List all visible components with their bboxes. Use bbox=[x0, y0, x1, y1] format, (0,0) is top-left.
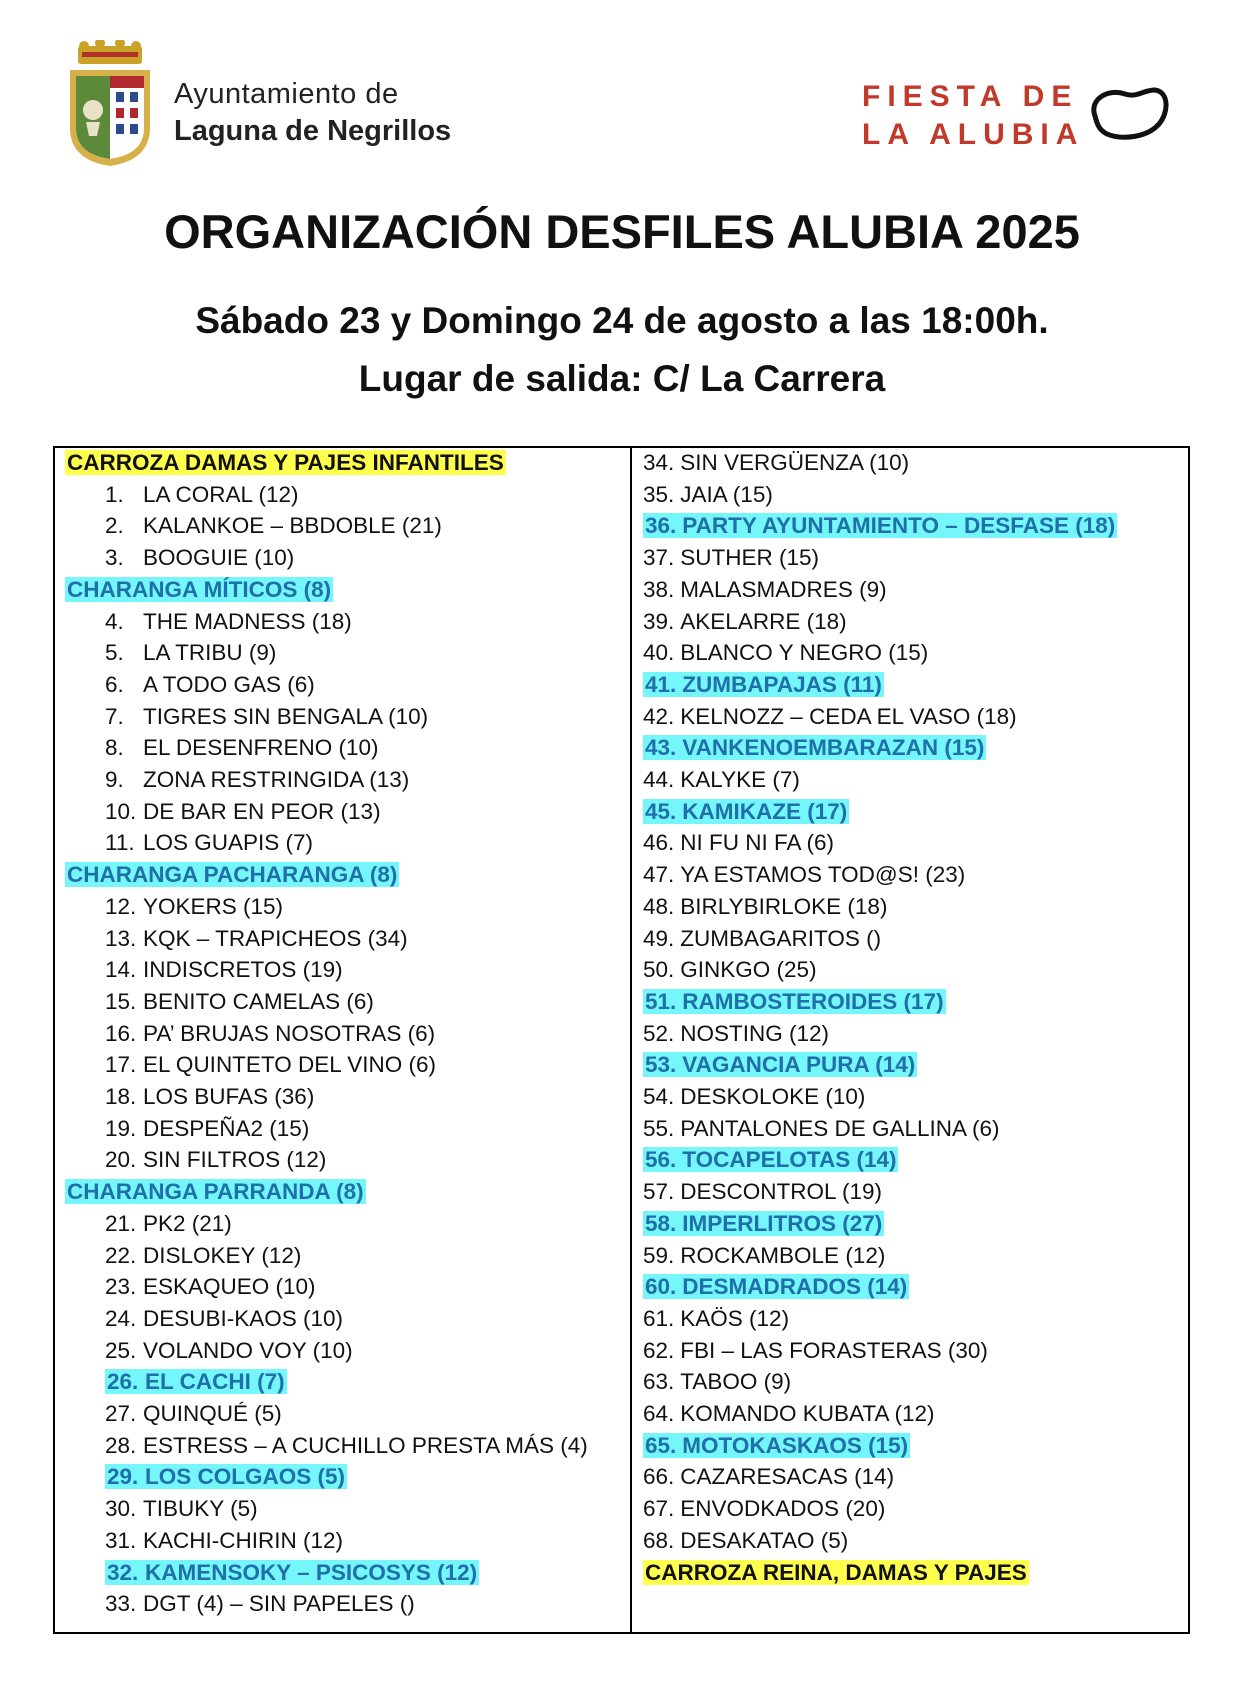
entry-name: FBI – LAS FORASTERAS (30) bbox=[680, 1337, 988, 1363]
entry-name: AKELARRE (18) bbox=[680, 608, 847, 634]
entry-number: 28. bbox=[105, 1432, 137, 1458]
entry-name: LOS BUFAS (36) bbox=[143, 1084, 315, 1109]
entry-number: 42. bbox=[643, 703, 675, 729]
parade-entry bbox=[105, 1082, 314, 1112]
parade-entry bbox=[643, 511, 1117, 541]
entry-number: 63. bbox=[643, 1369, 675, 1395]
entry-name: DESUBI-KAOS (10) bbox=[143, 1305, 344, 1331]
entry-content bbox=[105, 894, 283, 919]
highlighted-entry bbox=[643, 989, 946, 1014]
entry-number: 53. bbox=[645, 1052, 677, 1078]
parade-entry bbox=[105, 1431, 588, 1461]
entry-content bbox=[643, 545, 819, 570]
entry-number: 7. bbox=[105, 703, 124, 729]
parade-entry bbox=[643, 924, 881, 954]
highlighted-entry bbox=[643, 735, 986, 760]
council-crest-icon bbox=[64, 40, 156, 168]
entry-content bbox=[105, 1433, 588, 1458]
entry-content bbox=[105, 640, 276, 665]
entry-content bbox=[643, 1369, 791, 1394]
entry-number: 51. bbox=[645, 988, 677, 1014]
fiesta-logo-text bbox=[862, 78, 1084, 154]
entry-name: DESPEÑA2 (15) bbox=[143, 1115, 310, 1141]
entry-content bbox=[643, 704, 1017, 729]
parade-entry bbox=[105, 543, 294, 573]
entry-content bbox=[643, 1116, 1000, 1141]
parade-entry bbox=[105, 892, 283, 922]
parade-entry bbox=[643, 1399, 935, 1429]
entry-name: DISLOKEY (12) bbox=[143, 1242, 302, 1268]
entry-content bbox=[643, 1338, 988, 1363]
parade-entry bbox=[105, 733, 378, 763]
entry-content bbox=[105, 1243, 301, 1268]
entry-number: 15. bbox=[105, 988, 137, 1014]
entry-number: 17. bbox=[105, 1052, 137, 1078]
entry-name: YOKERS (15) bbox=[143, 893, 284, 919]
entry-content bbox=[643, 1021, 829, 1046]
entry-name: MALASMADRES (9) bbox=[680, 576, 887, 602]
entry-number: 27. bbox=[105, 1401, 137, 1426]
parade-entry bbox=[643, 1494, 885, 1524]
entry-name: JAIA (15) bbox=[680, 481, 773, 507]
entry-name: EL CACHI (7) bbox=[145, 1369, 285, 1395]
entry-name: ZUMBAPAJAS (11) bbox=[682, 671, 882, 697]
section-heading bbox=[65, 448, 506, 478]
entry-name: KALYKE (7) bbox=[680, 767, 800, 792]
parade-entry bbox=[105, 638, 276, 668]
parade-entry bbox=[105, 607, 352, 637]
parade-entry bbox=[105, 480, 298, 510]
parade-entry bbox=[643, 1019, 829, 1049]
entry-number: 48. bbox=[643, 893, 675, 919]
section-heading-label: CHARANGA MÍTICOS (8) bbox=[67, 576, 332, 602]
entry-content bbox=[105, 609, 352, 634]
entry-name: KELNOZZ – CEDA EL VASO (18) bbox=[680, 703, 1017, 729]
entry-name: KALANKOE – BBDOBLE (21) bbox=[143, 513, 442, 539]
section-heading bbox=[643, 1558, 1029, 1588]
bean-icon bbox=[1085, 84, 1171, 142]
entry-name: A TODO GAS (6) bbox=[143, 671, 315, 697]
entry-number: 40. bbox=[643, 640, 675, 666]
entry-number: 60. bbox=[645, 1274, 677, 1300]
entry-content bbox=[643, 1179, 882, 1204]
parade-entry bbox=[643, 543, 819, 573]
highlighted-entry bbox=[643, 799, 849, 824]
entry-number: 38. bbox=[643, 576, 675, 602]
entry-content bbox=[105, 1147, 326, 1172]
parade-entry bbox=[643, 1209, 884, 1239]
entry-number: 23. bbox=[105, 1274, 137, 1300]
entry-content bbox=[105, 767, 409, 792]
entry-number: 32. bbox=[107, 1559, 139, 1585]
entry-content bbox=[643, 482, 773, 507]
entry-name: INDISCRETOS (19) bbox=[143, 957, 343, 983]
entry-name: KAÖS (12) bbox=[680, 1305, 790, 1331]
parade-entry bbox=[643, 797, 849, 827]
entry-number: 2. bbox=[105, 513, 124, 539]
parade-entry bbox=[643, 448, 909, 478]
entry-number: 36. bbox=[645, 513, 677, 539]
parade-entry bbox=[643, 1431, 910, 1461]
entry-content bbox=[105, 1274, 316, 1299]
highlighted-entry bbox=[643, 1274, 909, 1299]
entry-content bbox=[105, 1496, 258, 1521]
highlighted-entry bbox=[643, 513, 1117, 538]
entry-number: 14. bbox=[105, 957, 137, 983]
entry-content bbox=[105, 545, 294, 570]
entry-content bbox=[643, 1496, 885, 1521]
parade-entry bbox=[105, 987, 374, 1017]
entry-number: 43. bbox=[645, 735, 677, 761]
entry-number: 6. bbox=[105, 671, 124, 697]
parade-entry bbox=[643, 1336, 988, 1366]
entry-name: ZUMBAGARITOS () bbox=[680, 925, 882, 951]
entry-number: 5. bbox=[105, 640, 124, 666]
entry-number: 59. bbox=[643, 1242, 675, 1268]
entry-content bbox=[105, 482, 298, 507]
entry-content bbox=[105, 1528, 343, 1553]
entry-name: VANKENOEMBARAZAN (15) bbox=[682, 735, 985, 761]
entry-number: 35. bbox=[643, 481, 675, 507]
entry-number: 30. bbox=[105, 1496, 137, 1522]
parade-entry bbox=[643, 1241, 885, 1271]
highlighted-entry bbox=[105, 1560, 479, 1585]
entry-content bbox=[105, 1052, 436, 1077]
entry-content bbox=[643, 894, 887, 919]
entry-content bbox=[105, 1306, 343, 1331]
entry-content bbox=[643, 1528, 848, 1553]
parade-entry bbox=[643, 765, 800, 795]
entry-number: 41. bbox=[645, 671, 677, 697]
entry-content bbox=[105, 989, 374, 1014]
parade-entry bbox=[643, 1114, 1000, 1144]
parade-entry bbox=[105, 1019, 435, 1049]
entry-name: TIGRES SIN BENGALA (10) bbox=[143, 703, 429, 729]
entry-content bbox=[105, 799, 381, 824]
parade-entry bbox=[643, 828, 834, 858]
parade-entry bbox=[105, 924, 408, 954]
entry-name: DESMADRADOS (14) bbox=[682, 1274, 908, 1300]
parade-entry bbox=[643, 607, 847, 637]
parade-entry bbox=[643, 1304, 789, 1334]
entry-number: 62. bbox=[643, 1337, 675, 1363]
event-date: Sábado 23 y Domingo 24 de agosto a las 18:00h. bbox=[195, 300, 1049, 341]
entry-number: 44. bbox=[643, 767, 675, 792]
entry-number: 49. bbox=[643, 925, 675, 951]
entry-number: 31. bbox=[105, 1527, 137, 1553]
column-divider bbox=[630, 448, 632, 1632]
parade-entry bbox=[643, 955, 817, 985]
entry-number: 3. bbox=[105, 545, 124, 571]
parade-entry bbox=[105, 1145, 326, 1175]
entry-number: 66. bbox=[643, 1464, 675, 1490]
entry-content bbox=[105, 957, 343, 982]
entry-name: PA’ BRUJAS NOSOTRAS (6) bbox=[143, 1020, 436, 1046]
entry-name: DESCONTROL (19) bbox=[680, 1179, 882, 1205]
parade-entry bbox=[643, 1367, 791, 1397]
parade-entry bbox=[105, 1526, 343, 1556]
entry-name: KQK – TRAPICHEOS (34) bbox=[143, 925, 408, 951]
entry-name: PANTALONES DE GALLINA (6) bbox=[680, 1115, 1000, 1141]
entry-name: IMPERLITROS (27) bbox=[682, 1210, 883, 1236]
entry-name: RAMBOSTEROIDES (17) bbox=[682, 988, 944, 1014]
entry-number: 34. bbox=[643, 450, 675, 475]
parade-entry bbox=[643, 1272, 909, 1302]
parade-entry bbox=[643, 1050, 917, 1080]
document-title: ORGANIZACIÓN DESFILES ALUBIA 2025 bbox=[164, 205, 1080, 258]
entry-number: 1. bbox=[105, 481, 124, 507]
parade-entry bbox=[105, 1114, 309, 1144]
parade-entry bbox=[105, 1209, 232, 1239]
entry-name: KACHI-CHIRIN (12) bbox=[143, 1527, 344, 1553]
entry-content bbox=[105, 735, 378, 760]
entry-name: BLANCO Y NEGRO (15) bbox=[680, 640, 929, 666]
entry-number: 47. bbox=[643, 862, 675, 888]
parade-entry bbox=[643, 702, 1017, 732]
entry-number: 20. bbox=[105, 1147, 137, 1173]
entry-content bbox=[105, 1084, 314, 1109]
entry-name: MOTOKASKAOS (15) bbox=[682, 1432, 909, 1458]
highlighted-entry bbox=[643, 1052, 917, 1077]
entry-name: ENVODKADOS (20) bbox=[680, 1496, 886, 1522]
highlighted-entry bbox=[643, 1147, 898, 1172]
parade-entry bbox=[105, 765, 409, 795]
entry-number: 37. bbox=[643, 545, 675, 571]
parade-entry bbox=[105, 1336, 353, 1366]
parade-entry bbox=[643, 575, 887, 605]
entry-content bbox=[105, 1338, 353, 1363]
entry-number: 13. bbox=[105, 925, 137, 951]
fiesta-logo-line1: FIESTA DE bbox=[862, 80, 1079, 113]
section-heading-label: CARROZA REINA, DAMAS Y PAJES bbox=[645, 1559, 1027, 1585]
entry-name: ROCKAMBOLE (12) bbox=[680, 1242, 886, 1268]
section-heading bbox=[65, 860, 399, 890]
entry-number: 64. bbox=[643, 1401, 675, 1426]
council-name-line2: Laguna de Negrillos bbox=[174, 115, 452, 147]
entry-name: VOLANDO VOY (10) bbox=[143, 1337, 353, 1363]
parade-entry bbox=[105, 828, 313, 858]
entry-content bbox=[105, 1211, 232, 1236]
entry-content bbox=[643, 767, 800, 792]
parade-entry bbox=[643, 733, 986, 763]
entry-number: 52. bbox=[643, 1020, 675, 1046]
entry-number: 10. bbox=[105, 798, 137, 824]
section-heading-label: CHARANGA PARRANDA (8) bbox=[67, 1179, 364, 1205]
entry-content bbox=[105, 830, 313, 855]
entry-content bbox=[643, 577, 887, 602]
parade-entry bbox=[643, 1462, 894, 1492]
parade-entry bbox=[105, 670, 315, 700]
entry-number: 39. bbox=[643, 608, 675, 634]
highlighted-entry bbox=[643, 672, 884, 697]
parade-entry bbox=[105, 1462, 347, 1492]
entry-number: 50. bbox=[643, 957, 675, 983]
entry-number: 33. bbox=[105, 1591, 137, 1617]
entry-content bbox=[643, 957, 817, 982]
entry-number: 68. bbox=[643, 1527, 675, 1553]
entry-content bbox=[105, 1591, 415, 1616]
entry-name: NI FU NI FA (6) bbox=[680, 830, 835, 856]
entry-name: LA TRIBU (9) bbox=[143, 640, 277, 666]
parade-entry bbox=[105, 797, 381, 827]
council-name-line1: Ayuntamiento de bbox=[174, 78, 399, 110]
parade-entry bbox=[643, 1177, 882, 1207]
entry-name: VAGANCIA PURA (14) bbox=[682, 1052, 916, 1078]
entry-content bbox=[643, 640, 928, 665]
entry-number: 25. bbox=[105, 1337, 137, 1363]
entry-content bbox=[643, 862, 965, 887]
parade-entry bbox=[643, 670, 884, 700]
parade-entry bbox=[105, 1367, 287, 1397]
section-heading-label: CHARANGA PACHARANGA (8) bbox=[67, 862, 398, 888]
entry-number: 65. bbox=[645, 1432, 677, 1458]
parade-order-table bbox=[53, 446, 1190, 1634]
entry-number: 9. bbox=[105, 767, 124, 792]
entry-number: 67. bbox=[643, 1496, 675, 1522]
entry-name: TOCAPELOTAS (14) bbox=[682, 1147, 897, 1173]
entry-name: ESTRESS – A CUCHILLO PRESTA MÁS (4) bbox=[143, 1432, 588, 1458]
entry-name: KOMANDO KUBATA (12) bbox=[680, 1401, 935, 1426]
parade-entry bbox=[643, 480, 773, 510]
parade-entry bbox=[643, 892, 887, 922]
council-name bbox=[174, 78, 451, 148]
entry-number: 45. bbox=[645, 798, 677, 824]
entry-name: PARTY AYUNTAMIENTO – DESFASE (18) bbox=[682, 513, 1116, 539]
entry-name: ESKAQUEO (10) bbox=[143, 1274, 316, 1300]
entry-number: 61. bbox=[643, 1305, 675, 1331]
highlighted-entry bbox=[643, 1211, 884, 1236]
entry-name: QUINQUÉ (5) bbox=[143, 1401, 282, 1426]
entry-content bbox=[643, 926, 881, 951]
entry-name: LOS COLGAOS (5) bbox=[145, 1464, 346, 1490]
entry-number: 12. bbox=[105, 893, 137, 919]
entry-number: 24. bbox=[105, 1305, 137, 1331]
departure-location: Lugar de salida: C/ La Carrera bbox=[358, 358, 886, 399]
entry-name: THE MADNESS (18) bbox=[143, 608, 352, 634]
parade-entry bbox=[643, 1145, 898, 1175]
entry-number: 11. bbox=[105, 830, 135, 856]
entry-number: 21. bbox=[105, 1210, 137, 1236]
parade-entry bbox=[643, 1526, 848, 1556]
entry-content bbox=[105, 513, 442, 538]
parade-entry bbox=[105, 1272, 316, 1302]
entry-number: 22. bbox=[105, 1242, 137, 1268]
entry-content bbox=[105, 1021, 435, 1046]
highlighted-entry bbox=[643, 1433, 910, 1458]
entry-name: KAMIKAZE (17) bbox=[682, 798, 848, 824]
entry-name: EL DESENFRENO (10) bbox=[143, 735, 379, 761]
entry-name: BENITO CAMELAS (6) bbox=[143, 988, 374, 1014]
parade-entry bbox=[105, 702, 428, 732]
entry-number: 16. bbox=[105, 1020, 137, 1046]
entry-content bbox=[643, 1464, 894, 1489]
entry-name: EL QUINTETO DEL VINO (6) bbox=[143, 1052, 436, 1078]
entry-number: 29. bbox=[107, 1464, 139, 1490]
section-heading bbox=[65, 575, 333, 605]
entry-name: ZONA RESTRINGIDA (13) bbox=[143, 767, 410, 792]
highlighted-entry bbox=[105, 1464, 347, 1489]
parade-entry bbox=[105, 1050, 436, 1080]
parade-entry bbox=[105, 1304, 343, 1334]
parade-entry bbox=[105, 1558, 479, 1588]
entry-content bbox=[105, 1401, 282, 1426]
entry-name: BOOGUIE (10) bbox=[143, 545, 295, 571]
entry-number: 55. bbox=[643, 1115, 675, 1141]
entry-content bbox=[643, 830, 834, 855]
entry-number: 4. bbox=[105, 608, 124, 634]
entry-content bbox=[105, 926, 408, 951]
entry-content bbox=[105, 672, 315, 697]
entry-content bbox=[643, 1401, 935, 1426]
entry-name: SUTHER (15) bbox=[680, 545, 820, 571]
parade-entry bbox=[643, 860, 965, 890]
parade-entry bbox=[105, 1399, 282, 1429]
entry-name: DESAKATAO (5) bbox=[680, 1527, 849, 1553]
entry-number: 54. bbox=[643, 1084, 675, 1109]
entry-name: LA CORAL (12) bbox=[143, 481, 299, 507]
entry-content bbox=[643, 450, 909, 475]
parade-entry bbox=[105, 1589, 415, 1619]
entry-name: NOSTING (12) bbox=[680, 1020, 830, 1046]
entry-number: 8. bbox=[105, 735, 124, 761]
parade-entry bbox=[105, 511, 442, 541]
document-header bbox=[0, 0, 1244, 190]
entry-content bbox=[105, 704, 428, 729]
entry-name: GINKGO (25) bbox=[680, 957, 817, 983]
parade-entry bbox=[643, 638, 928, 668]
entry-name: TIBUKY (5) bbox=[143, 1496, 258, 1522]
entry-content bbox=[643, 1243, 885, 1268]
entry-number: 58. bbox=[645, 1210, 677, 1236]
parade-entry bbox=[105, 955, 343, 985]
section-heading bbox=[65, 1177, 366, 1207]
entry-content bbox=[105, 1116, 309, 1141]
entry-name: LOS GUAPIS (7) bbox=[143, 830, 314, 856]
entry-name: DESKOLOKE (10) bbox=[680, 1084, 866, 1109]
entry-name: DGT (4) – SIN PAPELES () bbox=[143, 1591, 415, 1617]
entry-name: KAMENSOKY – PSICOSYS (12) bbox=[145, 1559, 478, 1585]
entry-name: CAZARESACAS (14) bbox=[680, 1464, 895, 1490]
entry-name: TABOO (9) bbox=[680, 1369, 792, 1395]
parade-entry bbox=[105, 1241, 301, 1271]
entry-number: 57. bbox=[643, 1179, 675, 1205]
entry-number: 26. bbox=[107, 1369, 139, 1395]
entry-name: SIN VERGÜENZA (10) bbox=[680, 450, 910, 475]
entry-number: 18. bbox=[105, 1084, 137, 1109]
entry-content bbox=[643, 1084, 865, 1109]
entry-number: 56. bbox=[645, 1147, 677, 1173]
entry-name: PK2 (21) bbox=[143, 1210, 232, 1236]
entry-name: BIRLYBIRLOKE (18) bbox=[680, 893, 888, 919]
entry-name: YA ESTAMOS TOD@S! (23) bbox=[680, 862, 966, 888]
entry-name: DE BAR EN PEOR (13) bbox=[143, 798, 381, 824]
section-heading-label: CARROZA DAMAS Y PAJES INFANTILES bbox=[67, 450, 504, 475]
entry-content bbox=[643, 1306, 789, 1331]
parade-entry bbox=[643, 987, 946, 1017]
parade-entry bbox=[643, 1082, 865, 1112]
entry-name: SIN FILTROS (12) bbox=[143, 1147, 327, 1173]
parade-entry bbox=[105, 1494, 258, 1524]
entry-number: 19. bbox=[105, 1115, 137, 1141]
entry-number: 46. bbox=[643, 830, 675, 856]
highlighted-entry bbox=[105, 1369, 287, 1394]
entry-content bbox=[643, 609, 847, 634]
fiesta-logo-line2: LA ALUBIA bbox=[862, 118, 1085, 151]
